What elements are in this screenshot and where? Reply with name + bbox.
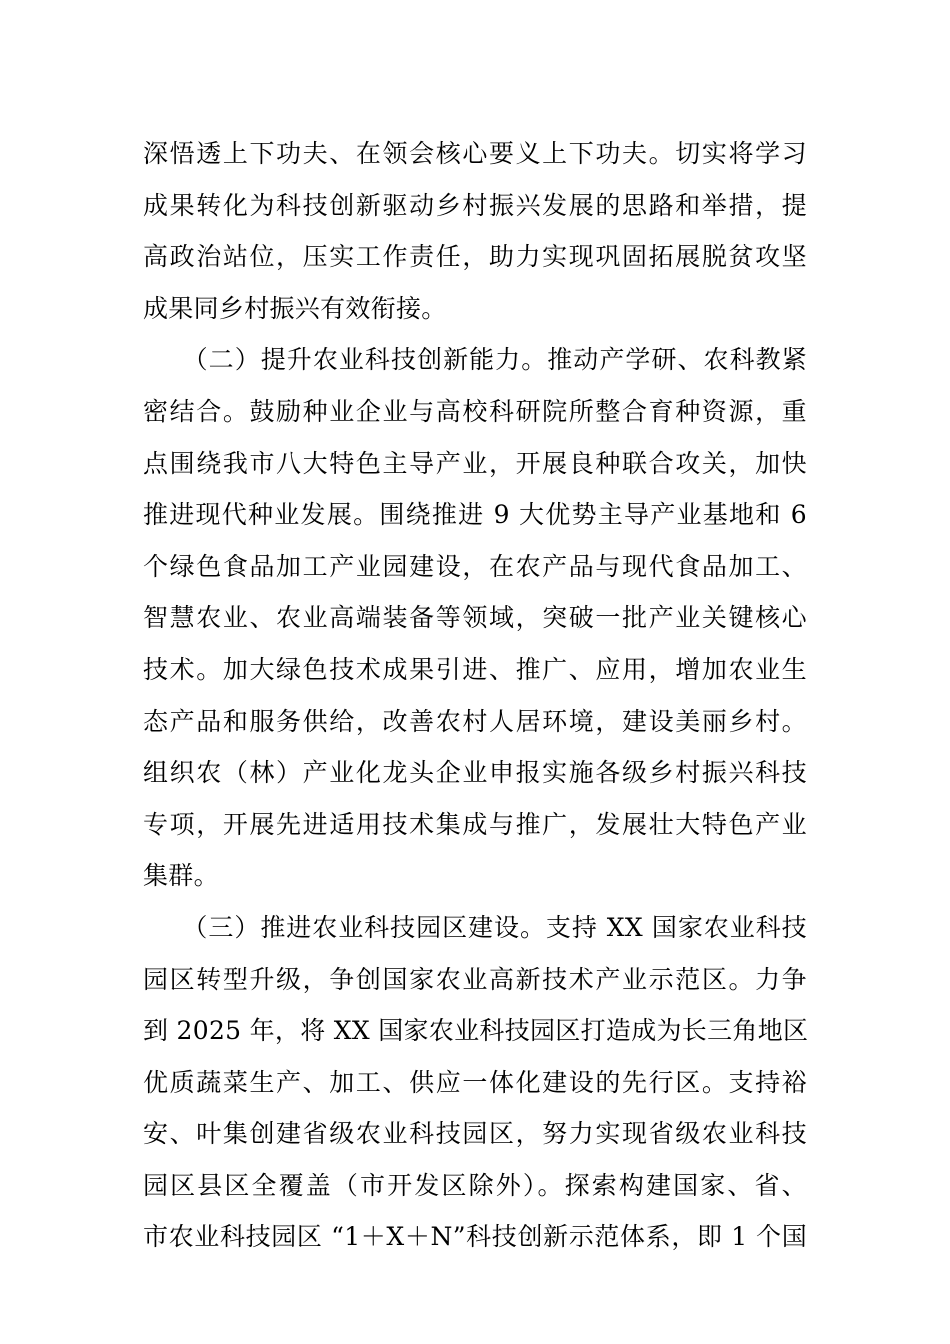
text-line: 到 2025 年，将 XX 国家农业科技园区打造成为长三角地区 bbox=[143, 1016, 809, 1046]
text-line: 深悟透上下功夫、在领会核心要义上下功夫。切实将学习 bbox=[143, 139, 807, 168]
section-heading-line: （三）推进农业科技园区建设。支持 XX 国家农业科技 bbox=[143, 912, 807, 942]
text-line: 高政治站位，压实工作责任，助力实现巩固拓展脱贫攻坚 bbox=[143, 242, 807, 272]
text-line: 技术。加大绿色技术成果引进、推广、应用，增加农业生 bbox=[143, 654, 807, 684]
text-line: 安、叶集创建省级农业科技园区，努力实现省级农业科技 bbox=[143, 1119, 807, 1149]
text-line: 推进现代种业发展。围绕推进 9 大优势主导产业基地和 6 bbox=[143, 500, 807, 530]
text-line: 优质蔬菜生产、加工、供应一体化建设的先行区。支持裕 bbox=[143, 1067, 807, 1097]
text-line: 专项，开展先进适用技术集成与推广，发展壮大特色产业 bbox=[143, 809, 807, 839]
text-line: 成果转化为科技创新驱动乡村振兴发展的思路和举措，提 bbox=[143, 190, 807, 220]
text-line: 密结合。鼓励种业企业与高校科研院所整合育种资源，重 bbox=[143, 396, 807, 426]
text-line: 点围绕我市八大特色主导产业，开展良种联合攻关，加快 bbox=[143, 448, 807, 478]
text-line: 智慧农业、农业高端装备等领域，突破一批产业关键核心 bbox=[143, 603, 807, 633]
text-line: 集群。 bbox=[143, 861, 219, 891]
text-line: 市农业科技园区 “1＋X＋N”科技创新示范体系，即 1 个国 bbox=[143, 1222, 807, 1252]
text-line: 园区县区全覆盖（市开发区除外）。探索构建国家、省、 bbox=[143, 1170, 807, 1200]
text-line: 成果同乡村振兴有效衔接。 bbox=[143, 293, 447, 323]
document-body bbox=[143, 128, 807, 1263]
text-line: 组织农（林）产业化龙头企业申报实施各级乡村振兴科技 bbox=[143, 758, 807, 788]
text-line: 个绿色食品加工产业园建设，在农产品与现代食品加工、 bbox=[143, 551, 807, 581]
text-line: 园区转型升级，争创国家农业高新技术产业示范区。力争 bbox=[143, 964, 807, 994]
section-heading-line: （二）提升农业科技创新能力。推动产学研、农科教紧 bbox=[143, 345, 807, 375]
text-line: 态产品和服务供给，改善农村人居环境，建设美丽乡村。 bbox=[143, 706, 807, 736]
